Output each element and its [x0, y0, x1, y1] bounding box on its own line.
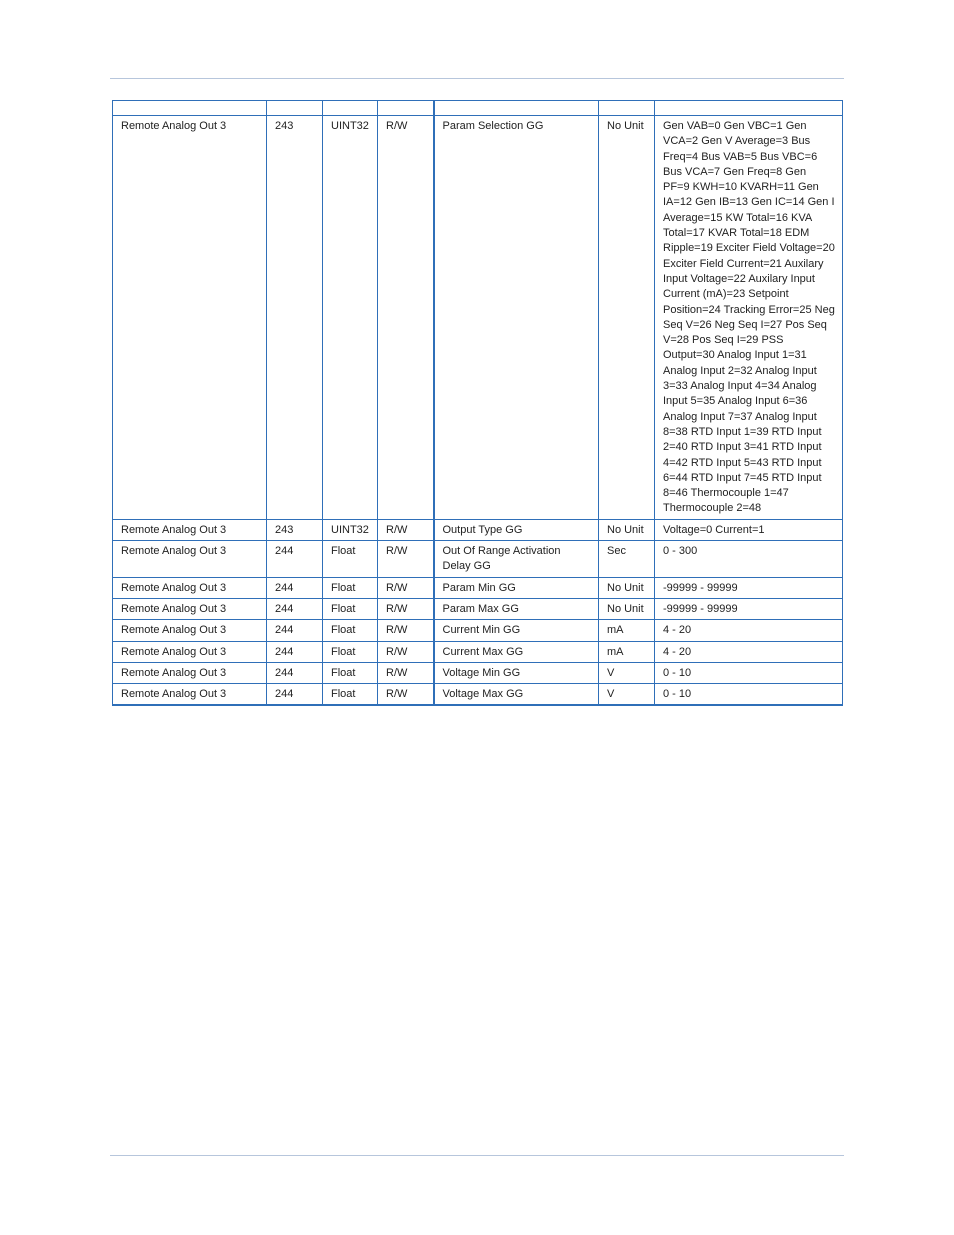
cell-unit: mA [599, 641, 655, 662]
cell-type: Float [323, 662, 378, 683]
cell-type: Float [323, 541, 378, 578]
table-row [113, 541, 843, 578]
header-rule [110, 78, 844, 79]
cell-name: Voltage Max GG [434, 684, 599, 706]
cell-unit: V [599, 684, 655, 706]
cell-type: UINT32 [323, 116, 378, 520]
cell-access: R/W [378, 662, 434, 683]
register-table [112, 100, 843, 706]
table-row [113, 620, 843, 641]
cell-name: Voltage Min GG [434, 662, 599, 683]
table-row [113, 519, 843, 540]
cell-name: Output Type GG [434, 519, 599, 540]
cell-access: R/W [378, 519, 434, 540]
cell-group: Remote Analog Out 3 [113, 662, 267, 683]
cell-range: -99999 - 99999 [655, 598, 843, 619]
cell-type: Float [323, 598, 378, 619]
cell-register: 243 [267, 519, 323, 540]
cell-register: 244 [267, 620, 323, 641]
cell-access: R/W [378, 598, 434, 619]
cell-type: UINT32 [323, 519, 378, 540]
cell-range: Gen VAB=0 Gen VBC=1 Gen VCA=2 Gen V Average=3 Bus Freq=4 Bus VAB=5 Bus VBC=6 Bus VCA=7 Gen Freq=8 Gen PF=9 KWH=10 KVARH=11 Gen IA=12 Gen IB=13 Gen IC=14 Gen I Average=15 KW Total=16 KVA Total=17 KVAR Total=18 EDM Ripple=19 Exciter Field Voltage=20 Exciter Field Current=21 Auxilary Input Voltage=22 Auxilary Input Current (mA)=23 Setpoint Position=24 Tracking Error=25 Neg Seq V=26 Neg Seq I=27 Pos Seq V=28 Pos Seq I=29 PSS Output=30 Analog Input 1=31 Analog Input 2=32 Analog Input 3=33 Analog Input 4=34 Analog Input 5=35 Analog Input 6=36 Analog Input 7=37 Analog Input 8=38 RTD Input 1=39 RTD Input 2=40 RTD Input 3=41 RTD Input 4=42 RTD Input 5=43 RTD Input 6=44 RTD Input 7=45 RTD Input 8=46 Thermocouple 1=47 Thermocouple 2=48 [655, 116, 843, 520]
cell-group: Remote Analog Out 3 [113, 541, 267, 578]
cell-register: 244 [267, 577, 323, 598]
cell-group: Remote Analog Out 3 [113, 577, 267, 598]
cell-name: Current Max GG [434, 641, 599, 662]
footer-rule [110, 1155, 844, 1156]
cell-name: Param Max GG [434, 598, 599, 619]
table-row [113, 116, 843, 520]
cell-range: Voltage=0 Current=1 [655, 519, 843, 540]
header-cell-range [655, 101, 843, 116]
table-row [113, 598, 843, 619]
cell-unit: Sec [599, 541, 655, 578]
cell-type: Float [323, 620, 378, 641]
cell-group: Remote Analog Out 3 [113, 116, 267, 520]
cell-group: Remote Analog Out 3 [113, 598, 267, 619]
table-row [113, 641, 843, 662]
cell-access: R/W [378, 620, 434, 641]
cell-access: R/W [378, 116, 434, 520]
cell-range: -99999 - 99999 [655, 577, 843, 598]
cell-range: 0 - 10 [655, 684, 843, 706]
cell-name: Param Selection GG [434, 116, 599, 520]
cell-register: 244 [267, 684, 323, 706]
header-cell-register [267, 101, 323, 116]
cell-range: 0 - 300 [655, 541, 843, 578]
header-cell-access [378, 101, 434, 116]
cell-register: 244 [267, 598, 323, 619]
cell-unit: No Unit [599, 598, 655, 619]
cell-register: 244 [267, 662, 323, 683]
cell-name: Current Min GG [434, 620, 599, 641]
cell-register: 244 [267, 541, 323, 578]
cell-access: R/W [378, 541, 434, 578]
cell-range: 4 - 20 [655, 620, 843, 641]
table-row [113, 684, 843, 706]
cell-unit: V [599, 662, 655, 683]
cell-access: R/W [378, 684, 434, 706]
header-cell-group [113, 101, 267, 116]
cell-range: 4 - 20 [655, 641, 843, 662]
cell-unit: No Unit [599, 116, 655, 520]
table-header-row [113, 101, 843, 116]
cell-access: R/W [378, 641, 434, 662]
table-row [113, 662, 843, 683]
cell-range: 0 - 10 [655, 662, 843, 683]
cell-group: Remote Analog Out 3 [113, 684, 267, 706]
cell-unit: No Unit [599, 577, 655, 598]
cell-register: 243 [267, 116, 323, 520]
cell-group: Remote Analog Out 3 [113, 620, 267, 641]
cell-name: Out Of Range Activation Delay GG [434, 541, 599, 578]
cell-unit: mA [599, 620, 655, 641]
table-row [113, 577, 843, 598]
header-cell-unit [599, 101, 655, 116]
cell-unit: No Unit [599, 519, 655, 540]
cell-register: 244 [267, 641, 323, 662]
cell-access: R/W [378, 577, 434, 598]
header-cell-type [323, 101, 378, 116]
cell-name: Param Min GG [434, 577, 599, 598]
cell-group: Remote Analog Out 3 [113, 641, 267, 662]
cell-type: Float [323, 641, 378, 662]
cell-group: Remote Analog Out 3 [113, 519, 267, 540]
cell-type: Float [323, 577, 378, 598]
header-cell-name [434, 101, 599, 116]
cell-type: Float [323, 684, 378, 706]
